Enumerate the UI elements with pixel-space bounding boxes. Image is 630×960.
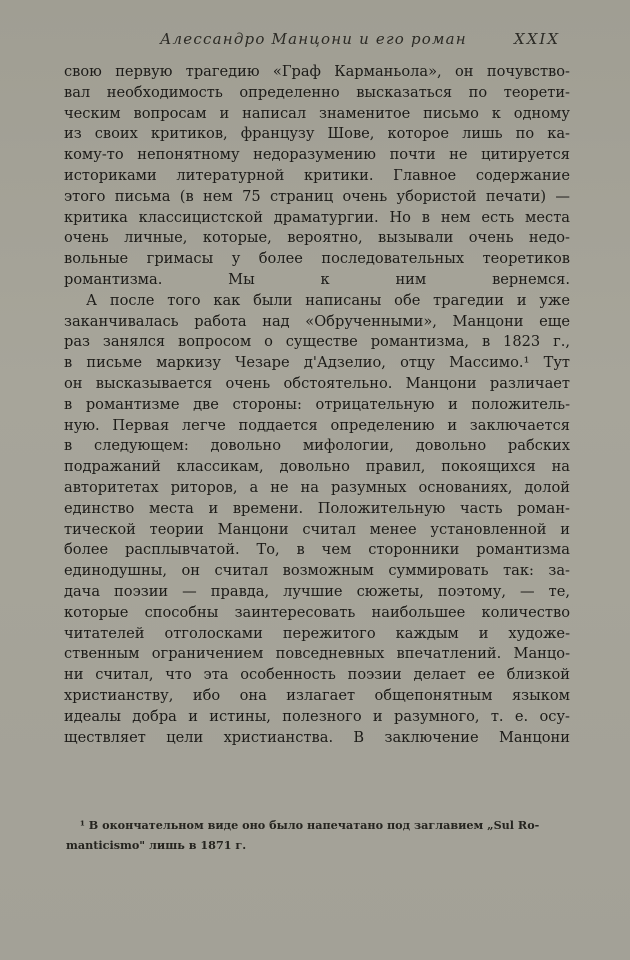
text-line: дача поэзии — правда, лучшие сюжеты, поэтому, — те, xyxy=(64,582,570,600)
running-head-title: Алессандро Манцони и его роман xyxy=(160,30,467,48)
text-line: из своих критиков, французу Шове, которое лишь по ка- xyxy=(64,125,570,143)
text-line: подражаний классикам, довольно правил, покоящихся на xyxy=(64,458,570,476)
text-line: в письме маркизу Чезаре д'Адзелио, отцу Массимо.¹ Тут xyxy=(64,354,570,372)
text-line: единодушны, он считал возможным суммировать так: за- xyxy=(64,562,570,580)
text-line: этого письма (в нем 75 страниц очень убористой печати) — xyxy=(64,187,570,205)
text-line: вольные гримасы у более последовательных теоретиков xyxy=(64,250,570,268)
text-line: очень личные, которые, вероятно, вызывали очень недо- xyxy=(64,229,570,247)
text-line: ственным ограничением повседневных впечатлений. Манцо- xyxy=(64,645,570,663)
footnote-line: ¹ В окончательном виде оно было напечатано под заглавием „Sul Ro- xyxy=(80,818,540,832)
text-line: заканчивалась работа над «Обрученными», Манцони еще xyxy=(64,312,570,330)
text-line: более расплывчатой. То, в чем сторонники романтизма xyxy=(64,541,570,559)
text-line: историками литературной критики. Главное содержание xyxy=(64,166,570,184)
text-line: А после того как были написаны обе трагедии и уже xyxy=(86,291,570,309)
text-line: ческим вопросам и написал знаменитое письмо к одному xyxy=(64,104,570,122)
text-line: раз занялся вопросом о существе романтизма, в 1823 г., xyxy=(64,333,570,351)
text-line: кому-то непонятному недоразумению почти не цитируется xyxy=(64,146,570,164)
text-line: ную. Первая легче поддается определению и заключается xyxy=(64,416,570,434)
page-number: XXIX xyxy=(514,30,560,48)
paragraph-1 xyxy=(64,62,570,291)
text-line: свою первую трагедию «Граф Карманьола», он почувство- xyxy=(64,63,570,80)
body-text xyxy=(64,62,570,748)
text-line: романтизма. Мы к ним вернемся. xyxy=(64,270,570,288)
running-head xyxy=(160,30,560,48)
text-line: в романтизме две стороны: отрицательную и положитель- xyxy=(64,395,570,413)
text-line: вал необходимость определенно высказаться по теорети- xyxy=(64,83,570,101)
text-line: он высказывается очень обстоятельно. Манцони различает xyxy=(64,374,570,392)
text-line: авторитетах риторов, а не на разумных основаниях, долой xyxy=(64,478,570,496)
text-line: которые способны заинтересовать наибольшее количество xyxy=(64,603,570,621)
paragraph-2 xyxy=(64,291,570,749)
footnote-line: manticismo" лишь в 1871 г. xyxy=(66,838,247,852)
text-line: ществляет цели христианства. В заключение Манцони xyxy=(64,728,570,746)
text-line: христианству, ибо она излагает общепонятным языком xyxy=(64,686,570,704)
text-line: в следующем: довольно мифологии, довольно рабских xyxy=(64,437,570,455)
text-line: тической теории Манцони считал менее установленной и xyxy=(64,520,570,538)
text-line: критика классицистской драматургии. Но в нем есть места xyxy=(64,208,570,226)
text-line: единство места и времени. Положительную часть роман- xyxy=(64,499,570,517)
text-line: идеалы добра и истины, полезного и разумного, т. е. осу- xyxy=(64,707,570,725)
text-line: читателей отголосками пережитого каждым и художе- xyxy=(64,624,570,642)
text-line: ни считал, что эта особенность поэзии делает ее близкой xyxy=(64,666,570,684)
footnote xyxy=(66,815,576,855)
